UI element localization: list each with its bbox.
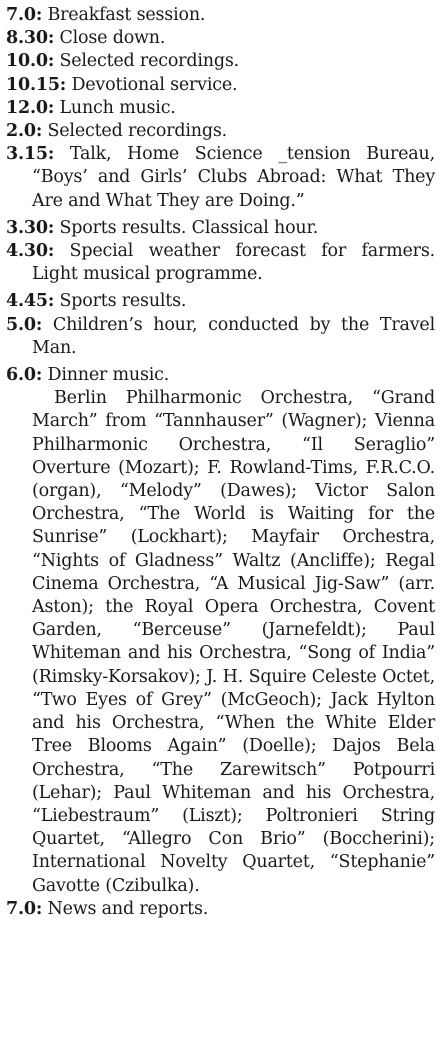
entry-text: News and reports. <box>47 898 209 919</box>
schedule-entry <box>6 50 435 73</box>
schedule-entry <box>6 4 435 27</box>
entry-time: 6.0: <box>6 365 43 386</box>
entry-text: Devotional service. <box>71 74 238 95</box>
entry-text: Dinner music. <box>47 365 170 386</box>
entry-time: 3.15: <box>6 144 55 165</box>
entry-text: Sports results. <box>59 291 187 312</box>
schedule-entry <box>6 898 435 921</box>
entry-text: Close down. <box>59 28 166 49</box>
entry-time: 4.45: <box>6 291 55 312</box>
schedule-entry <box>6 217 435 240</box>
entry-text: Sports results. Classical hour. <box>59 217 319 238</box>
schedule-entry <box>6 143 435 213</box>
entry-time: 7.0: <box>6 5 43 25</box>
entry-time: 5.0: <box>6 314 43 335</box>
entry-text: Special weather forecast for farmers. Light musical programme. <box>32 241 435 285</box>
entry-time: 7.0: <box>6 898 43 919</box>
entry-text: Lunch music. <box>59 97 176 118</box>
entry-time: 2.0: <box>6 121 43 142</box>
entry-time: 8.30: <box>6 28 55 49</box>
schedule-entry <box>6 314 435 360</box>
entry-time: 4.30: <box>6 241 55 262</box>
schedule-entry <box>6 290 435 313</box>
dinner-music-details: Berlin Philharmonic Orchestra, “Grand March” from “Tannhauser” (Wagner); Vienna Philharmonic Orchestra, “Il Seraglio” Overture (Mozart); F. Rowland-Tims, F.R.C.O. (organ), “Melody” (Dawes); Victor Salon Orchestra, “The World is Waiting for the Sunrise” (Lockhart); Mayfair Orchestra, “Nights of Gladness” Waltz (Ancliffe); Regal Cinema Orchestra, “A Musical Jig-Saw” (arr. Aston); the Royal Opera Orchestra, Covent Garden, “Berceuse” (Jarnefeldt); Paul Whiteman and his Orchestra, “Song of India” (Rimsky-Korsakov); J. H. Squire Celeste Octet, “Two Eyes of Grey” (McGeoch); Jack Hylton and his Orchestra, “When the White Elder Tree Blooms Again” (Doelle); Dajos Bela Orchestra, “The Zarewitsch” Potpourri (Lehar); Paul Whiteman and his Orchestra, “Liebestraum” (Liszt); Poltronieri String Quartet, “Allegro Con Brio” (Boccherini); International Novelty Quartet, “Stephanie” Gavotte (Czibulka). <box>32 388 435 896</box>
entry-time: 10.15: <box>6 74 67 95</box>
entry-text: Selected recordings. <box>59 51 239 72</box>
entry-time: 10.0: <box>6 51 55 72</box>
schedule-entry <box>6 27 435 50</box>
entry-time: 3.30: <box>6 217 55 238</box>
schedule-entry <box>6 364 435 387</box>
schedule-entry <box>6 120 435 143</box>
entry-text: Children’s hour, conducted by the Travel Man. <box>32 314 435 358</box>
entry-time: 12.0: <box>6 97 55 118</box>
entry-text: Breakfast session. <box>47 5 206 25</box>
schedule-entry <box>6 74 435 97</box>
entry-text: Selected recordings. <box>47 121 227 142</box>
entry-text: Talk, Home Science _tension Bureau, “Boys’ and Girls’ Clubs Abroad: What They Are and What They are Doing.” <box>32 144 435 211</box>
schedule-entry <box>6 240 435 286</box>
schedule-entry <box>6 97 435 120</box>
